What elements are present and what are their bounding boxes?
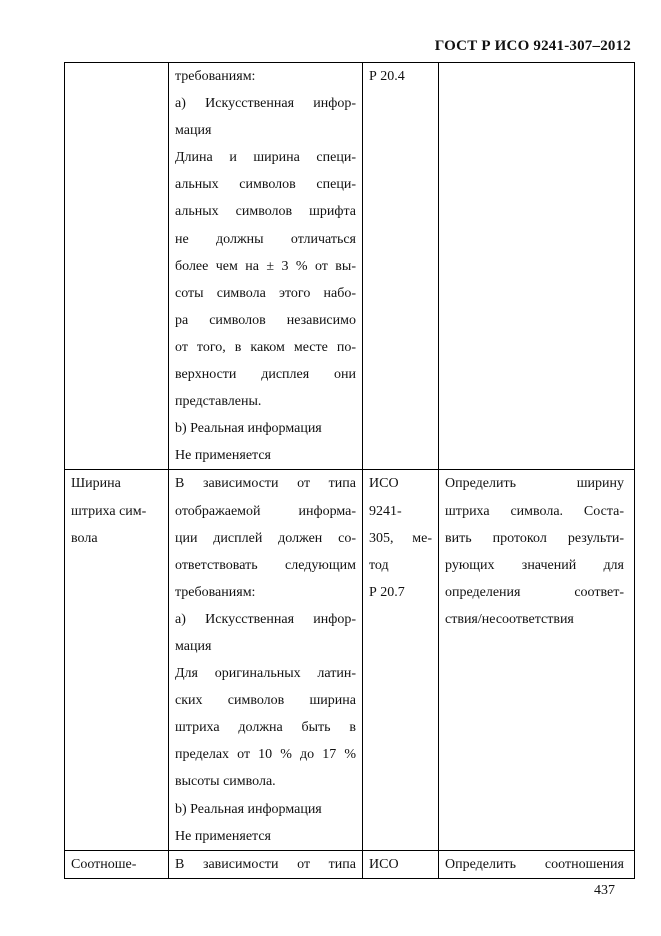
cell-text-line: 305, ме- — [369, 530, 432, 546]
cell-procedure — [439, 850, 635, 878]
cell-procedure — [439, 63, 635, 470]
cell-text-line: альных символов шрифта — [175, 204, 356, 220]
cell-characteristic — [65, 63, 169, 470]
cell-text-line: ответствовать следующим — [175, 557, 356, 573]
cell-text-line: ИСО — [369, 856, 399, 872]
cell-text-line: Р 20.7 — [369, 584, 405, 600]
cell-text-line: В зависимости от типа — [175, 856, 356, 872]
cell-text-line: верхности дисплея они — [175, 367, 356, 383]
cell-text-line: требованиям: — [175, 69, 256, 84]
cell-text-line: b) Реальная информация — [175, 421, 322, 437]
cell-requirement — [169, 470, 363, 850]
cell-text-line: Определить соотношения — [445, 856, 624, 872]
cell-text-line: Р 20.4 — [369, 69, 405, 84]
cell-procedure — [439, 470, 635, 850]
cell-text-line: мация — [175, 123, 212, 139]
cell-reference — [363, 63, 439, 470]
cell-text-line: вола — [71, 530, 98, 546]
cell-text-line: b) Реальная информация — [175, 801, 322, 817]
cell-reference — [363, 850, 439, 878]
cell-text-line: не должны отличаться — [175, 231, 356, 247]
cell-requirement — [169, 63, 363, 470]
cell-text-line: тод — [369, 557, 389, 573]
requirements-table — [64, 62, 635, 879]
cell-text-line: ствия/несоответствия — [445, 611, 574, 627]
cell-text-line: Соотноше- — [71, 856, 137, 872]
table-row — [65, 63, 635, 470]
cell-text-line: требованиям: — [175, 584, 256, 600]
cell-text-line: Определить ширину — [445, 476, 624, 492]
cell-text-line: соты символа этого набо- — [175, 285, 356, 301]
cell-text-line: штриха должна быть в — [175, 720, 356, 736]
cell-text-line: а) Искусственная инфор- — [175, 611, 356, 627]
cell-requirement — [169, 850, 363, 878]
cell-text-line: Не применяется — [175, 448, 271, 464]
table-row — [65, 470, 635, 850]
cell-text-line: штриха сим- — [71, 503, 147, 519]
cell-text-line: более чем на ± 3 % от вы- — [175, 258, 356, 274]
cell-characteristic — [65, 470, 169, 850]
cell-text-line: пределах от 10 % до 17 % — [175, 747, 356, 763]
cell-text-line: ИСО — [369, 476, 399, 492]
document-header: ГОСТ Р ИСО 9241-307–2012 — [434, 38, 631, 54]
page-number: 437 — [594, 883, 615, 898]
cell-text-line: 9241- — [369, 503, 402, 519]
cell-text-line: определения соответ- — [445, 584, 624, 600]
cell-text-line: высоты символа. — [175, 774, 276, 790]
cell-text-line: представлены. — [175, 394, 262, 410]
cell-text-line: В зависимости от типа — [175, 476, 356, 492]
cell-characteristic — [65, 850, 169, 878]
cell-text-line: мация — [175, 638, 212, 654]
cell-text-line: Не применяется — [175, 828, 271, 844]
cell-text-line: ра символов независимо — [175, 312, 356, 328]
cell-reference — [363, 470, 439, 850]
cell-text-line: рующих значений для — [445, 557, 624, 573]
cell-text-line: Длина и ширина специ- — [175, 150, 356, 166]
cell-text-line: Ширина — [71, 476, 121, 492]
cell-text-line: вить протокол результи- — [445, 530, 624, 546]
cell-text-line: ции дисплей должен со- — [175, 530, 356, 546]
cell-text-line: альных символов специ- — [175, 177, 356, 193]
cell-text-line: отображаемой информа- — [175, 503, 356, 519]
cell-text-line: от того, в каком месте по- — [175, 339, 356, 355]
cell-text-line: ских символов ширина — [175, 693, 356, 709]
cell-text-line: Для оригинальных латин- — [175, 666, 356, 682]
table-row — [65, 850, 635, 878]
cell-text-line: а) Искусственная инфор- — [175, 96, 356, 112]
cell-text-line: штриха символа. Соста- — [445, 503, 624, 519]
